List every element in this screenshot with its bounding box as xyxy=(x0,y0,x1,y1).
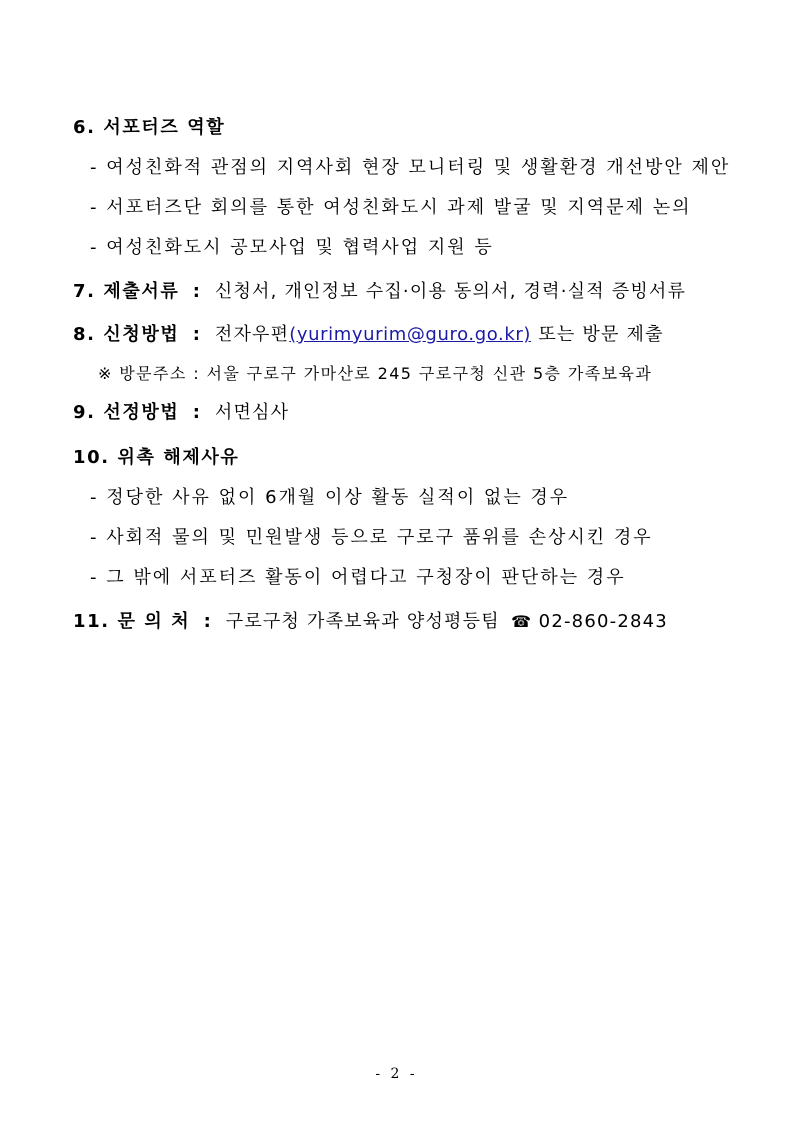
section-10-item-3: - 그 밖에 서포터즈 활동이 어렵다고 구청장이 판단하는 경우 xyxy=(90,567,626,588)
section-8-body-suffix: 또는 방문 제출 xyxy=(538,324,664,345)
section-9-colon: : xyxy=(192,402,202,423)
page-number: - 2 - xyxy=(375,1066,418,1082)
section-11-body: 구로구청 가족보육과 양성평등팀 xyxy=(225,611,500,632)
section-11-colon: : xyxy=(203,611,213,632)
section-6-item-1: - 여성친화적 관점의 지역사회 현장 모니터링 및 생활환경 개선방안 제안 xyxy=(90,157,731,178)
section-8-colon: : xyxy=(192,324,202,345)
section-9-row xyxy=(73,401,289,425)
section-6-item-3: - 여성친화도시 공모사업 및 협력사업 지원 등 xyxy=(90,237,494,258)
section-7-body: 신청서, 개인정보 수집·이용 동의서, 경력·실적 증빙서류 xyxy=(214,281,687,302)
section-10-item-2: - 사회적 물의 및 민원발생 등으로 구로구 품위를 손상시킨 경우 xyxy=(90,527,653,548)
section-11-row xyxy=(73,610,668,634)
section-7-row xyxy=(73,280,686,304)
section-7-title: 7. 제출서류 xyxy=(73,281,180,302)
section-10-title: 10. 위촉 해제사유 xyxy=(73,447,240,468)
phone-number: 02-860-2843 xyxy=(538,611,668,632)
visit-address-note: ※ 방문주소 : 서울 구로구 가마산로 245 구로구청 신관 5층 가족보육과 xyxy=(98,364,653,383)
section-8-row xyxy=(73,323,664,347)
section-6-heading xyxy=(73,116,225,140)
section-9-title: 9. 선정방법 xyxy=(73,402,180,423)
section-8-body-prefix: 전자우편 xyxy=(214,324,290,345)
telephone-icon: ☎ xyxy=(511,612,533,631)
section-9-body: 서면심사 xyxy=(214,402,290,423)
section-6-item-2: - 서포터즈단 회의를 통한 여성친화도시 과제 발굴 및 지역문제 논의 xyxy=(90,197,692,218)
section-8-title: 8. 신청방법 xyxy=(73,324,180,345)
section-11-title: 11. 문 의 처 xyxy=(73,611,191,632)
section-10-item-1: - 정당한 사유 없이 6개월 이상 활동 실적이 없는 경우 xyxy=(90,487,570,508)
section-10-heading xyxy=(73,446,239,470)
email-link[interactable]: (yurimyurim@guro.go.kr) xyxy=(289,324,531,345)
section-7-colon: : xyxy=(192,281,202,302)
section-6-title: 6. 서포터즈 역할 xyxy=(73,117,226,138)
